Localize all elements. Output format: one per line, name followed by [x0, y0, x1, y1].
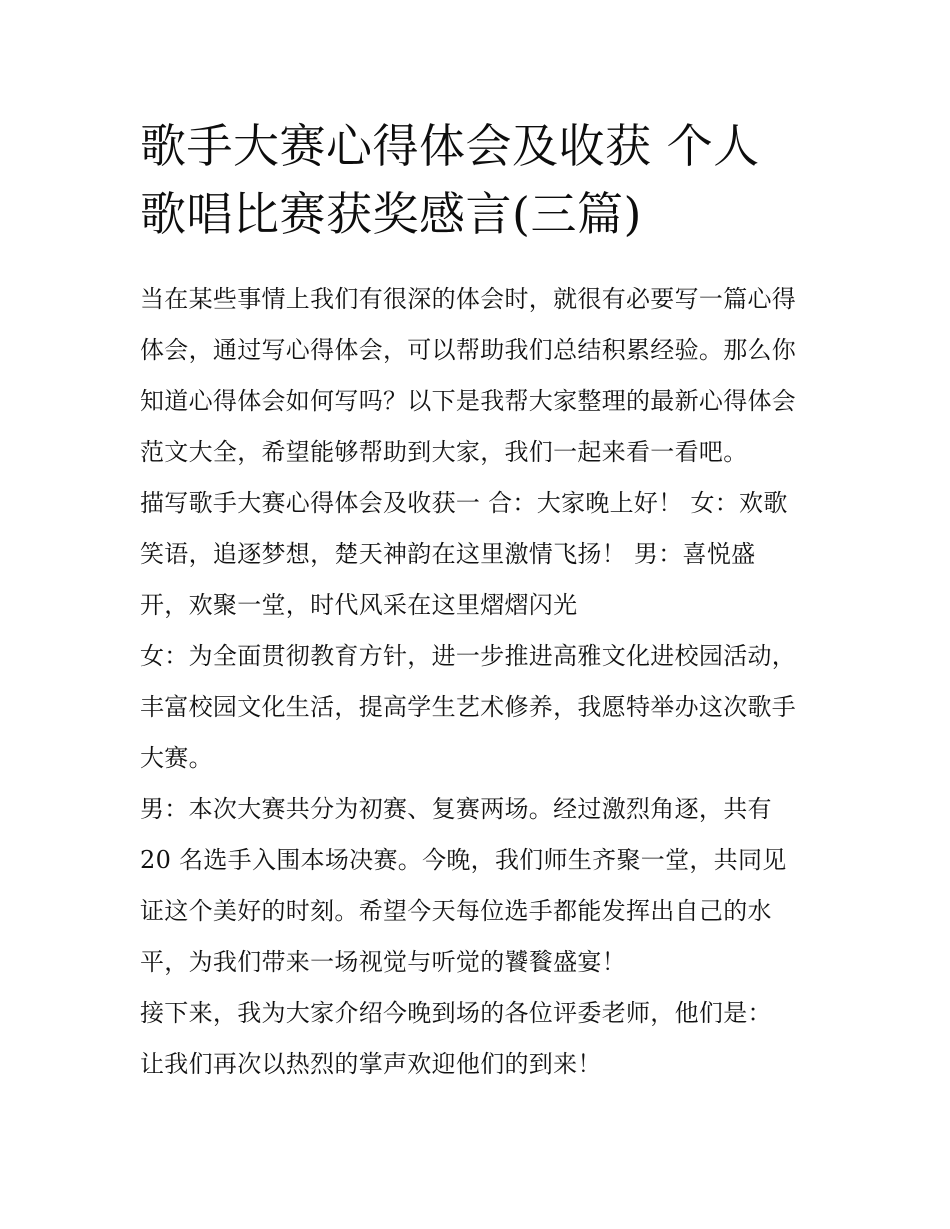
text-line: 女：为全面贯彻教育方针，进一步推进高雅文化进校园活动，: [140, 642, 797, 670]
text-line: 大赛。: [140, 744, 213, 772]
document-body: [140, 112, 820, 1090]
text-line: 笑语，追逐梦想，楚天神韵在这里激情飞扬！ 男：喜悦盛: [140, 540, 756, 568]
title-line: 歌唱比赛获奖感言(三篇): [140, 187, 642, 241]
paragraph-female-host: [140, 631, 820, 784]
text-line: 描写歌手大赛心得体会及收获一 合：大家晚上好！ 女：欢歌: [140, 489, 788, 517]
text-line: 丰富校园文化生活，提高学生艺术修养，我愿特举办这次歌手: [140, 693, 797, 721]
title-line: 歌手大赛心得体会及收获 个人: [140, 119, 760, 173]
paragraph-judges-intro: [140, 988, 820, 1039]
text-line: 知道心得体会如何写吗？以下是我帮大家整理的最新心得体会: [140, 387, 797, 415]
text-line: 20 名选手入围本场决赛。今晚，我们师生齐聚一堂，共同见: [140, 846, 787, 874]
paragraph-opening: [140, 478, 820, 631]
paragraph-intro: [140, 274, 820, 478]
paragraph-welcome: [140, 1039, 820, 1090]
text-line: 开，欢聚一堂，时代风采在这里熠熠闪光: [140, 591, 578, 619]
text-line: 范文大全，希望能够帮助到大家，我们一起来看一看吧。: [140, 438, 748, 466]
text-line: 平，为我们带来一场视觉与听觉的饕餮盛宴！: [140, 948, 626, 976]
paragraph-male-host: [140, 784, 820, 988]
text-line: 证这个美好的时刻。希望今天每位选手都能发挥出自己的水: [140, 897, 772, 925]
document-title: [140, 112, 820, 248]
text-line: 当在某些事情上我们有很深的体会时，就很有必要写一篇心得: [140, 285, 797, 313]
text-line: 体会，通过写心得体会，可以帮助我们总结积累经验。那么你: [140, 336, 797, 364]
text-line: 接下来，我为大家介绍今晚到场的各位评委老师，他们是：: [140, 999, 772, 1027]
text-line: 让我们再次以热烈的掌声欢迎他们的到来！: [140, 1050, 602, 1078]
text-line: 男：本次大赛共分为初赛、复赛两场。经过激烈角逐，共有: [140, 795, 772, 823]
